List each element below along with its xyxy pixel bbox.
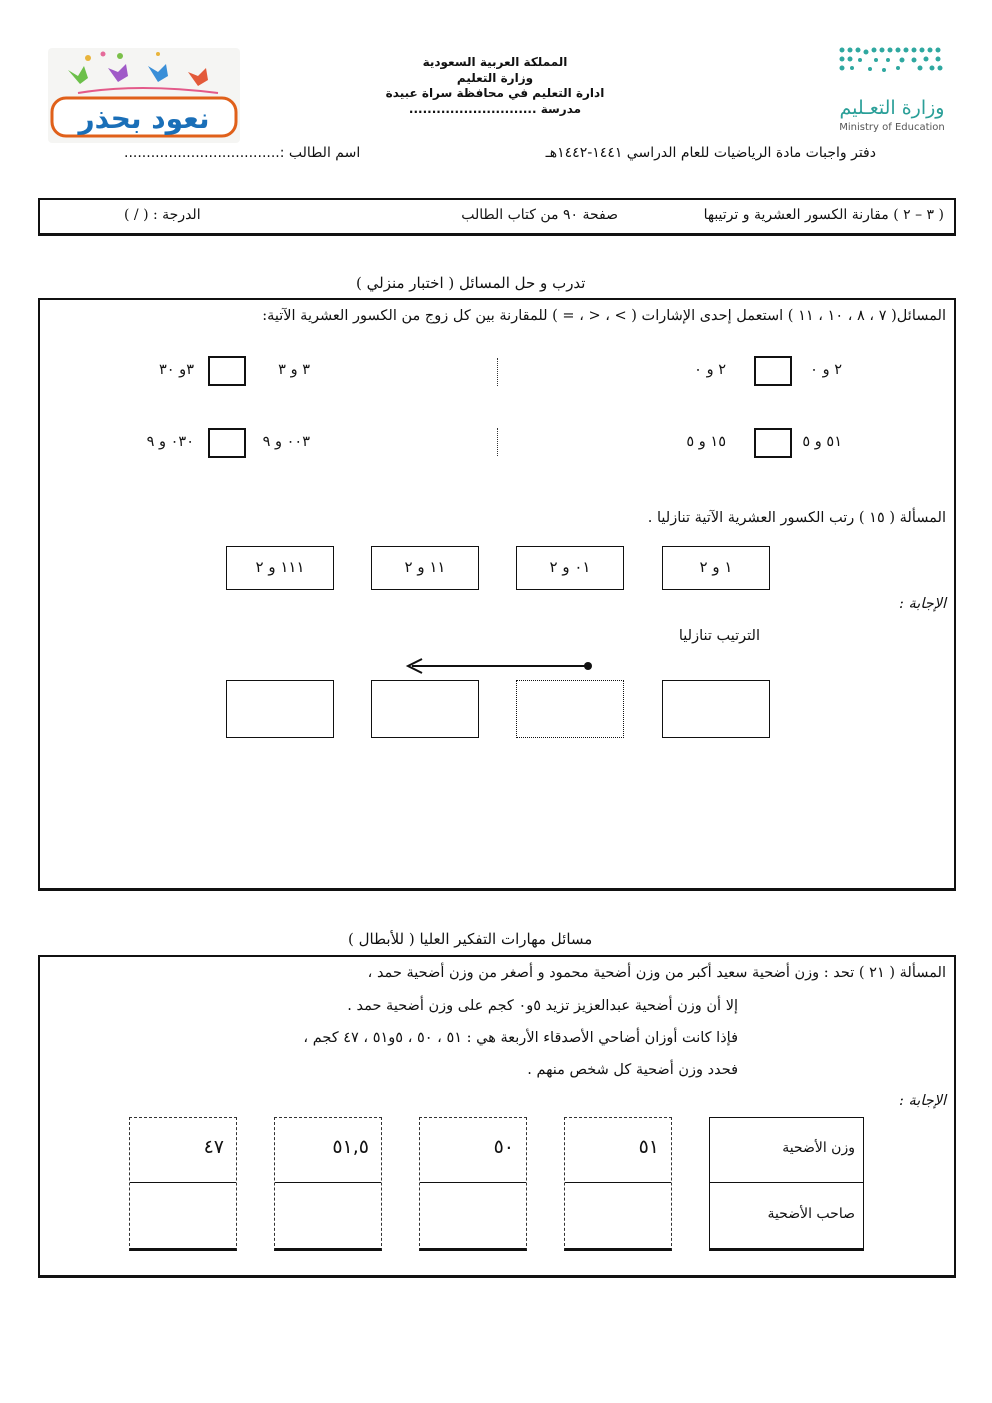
problem21-line: فحدد وزن أضحية كل شخص منهم .	[527, 1062, 738, 1078]
order-label: الترتيب تنازليا	[678, 628, 760, 644]
book-page: صفحة ٩٠ من كتاب الطالب	[461, 207, 618, 223]
number-card: ٠١ و ٢	[516, 546, 624, 590]
weight-value: ٥١,٥	[332, 1136, 369, 1158]
section1-box	[38, 298, 956, 891]
svg-text:نعود بحذر: نعود بحذر	[78, 102, 210, 135]
comparison-right-value: ١٥ و ٥	[686, 434, 726, 450]
student-name-field[interactable]: اسم الطالب :...................................	[124, 145, 361, 161]
svg-text:وزارة التعـليم: وزارة التعـليم	[839, 97, 945, 119]
row-labels	[709, 1117, 864, 1251]
problem21-line: إلا أن وزن أضحية عبدالعزيز تزيد ٥و٠ كجم على وزن أضحية حمد .	[347, 998, 738, 1014]
school-name: مدرسة ............................	[408, 101, 582, 116]
notebook-title: دفتر واجبات مادة الرياضيات للعام الدراسي ١٤٤١-١٤٤٢هـ	[545, 145, 876, 161]
comparison-left-value: ٥١ و ٥	[802, 434, 842, 450]
comparison-answer-box[interactable]	[208, 428, 246, 458]
svg-text:Ministry of Education: Ministry of Education	[839, 122, 945, 133]
problem21-line: فإذا كانت أوزان أضاحي الأصدقاء الأربعة هي : ٥١ ، ٥٠ ، ٥و٥١ ، ٤٧ كجم ،	[303, 1030, 738, 1046]
weight-value: ٥٠	[493, 1136, 514, 1158]
ministry-name: وزارة التعليم	[456, 70, 534, 85]
comparison-left-value: ٠٠٣ و ٩	[262, 434, 310, 450]
weight-value: ٥١	[638, 1136, 659, 1158]
ministry-logo	[780, 42, 950, 134]
weight-column	[564, 1117, 672, 1251]
weight-column	[419, 1117, 527, 1251]
section1-title: تدرب و حل المسائل ( اختبار منزلي )	[356, 274, 586, 292]
comparison-answer-box[interactable]	[208, 356, 246, 386]
answer-box[interactable]	[371, 680, 479, 738]
comparison-left-value: ٣ و ٣	[278, 362, 310, 378]
kingdom-name: المملكة العربية السعودية	[422, 55, 568, 69]
slogan-logo	[48, 48, 240, 143]
comparison-left-value: ٢ و ٠	[810, 362, 842, 378]
answer-box[interactable]	[662, 680, 770, 738]
grade-field[interactable]: الدرجة : ( / )	[124, 207, 201, 223]
number-card: ١ و ٢	[662, 546, 770, 590]
weight-column	[274, 1117, 382, 1251]
arrow-left-icon	[400, 656, 600, 676]
lesson-title: ( ٣ – ٢ ) مقارنة الكسور العشرية و ترتيبها	[703, 207, 944, 223]
comparison-right-value: ٢ و ٠	[694, 362, 726, 378]
divider	[497, 358, 498, 386]
number-card: ١١ و ٢	[371, 546, 479, 590]
problem15-text: المسألة ( ١٥ ) رتب الكسور العشرية الآتية تنازليا .	[647, 510, 946, 526]
comparison-answer-box[interactable]	[754, 428, 792, 458]
answer-box[interactable]	[516, 680, 624, 738]
weight-value: ٤٧	[203, 1136, 224, 1158]
weight-column	[129, 1117, 237, 1251]
problem21-line: المسألة ( ٢١ ) تحد : وزن أضحية سعيد أكبر من وزن أضحية محمود و أصغر من وزن أضحية حمد ،	[367, 965, 946, 981]
number-card: ١١١ و ٢	[226, 546, 334, 590]
section2-title: مسائل مهارات التفكير العليا ( للأبطال )	[348, 930, 593, 948]
admin-name: ادارة التعليم في محافظة سراة عبيدة	[385, 86, 605, 100]
weight-row-label: وزن الأضحية	[782, 1140, 855, 1156]
answer-box[interactable]	[226, 680, 334, 738]
owner-row-label: صاحب الأضحية	[767, 1206, 855, 1222]
comparison-right-value: ٣و ٣٠	[159, 362, 194, 378]
answer-label: الإجابة :	[899, 1093, 946, 1109]
lesson-bar	[38, 198, 956, 236]
comparison-answer-box[interactable]	[754, 356, 792, 386]
divider	[497, 428, 498, 456]
section2-box	[38, 955, 956, 1278]
answer-label: الإجابة :	[899, 596, 946, 612]
header-block	[380, 55, 610, 117]
comparison-right-value: ٠٣٠ و ٩	[146, 434, 194, 450]
instruction-text: المسائل( ٧ ، ٨ ، ١٠ ، ١١ ) استعمل إحدى الإشارات ( > ، < ، = ) للمقارنة بين كل زوج من الكسور العشرية الآتية:	[262, 308, 946, 324]
